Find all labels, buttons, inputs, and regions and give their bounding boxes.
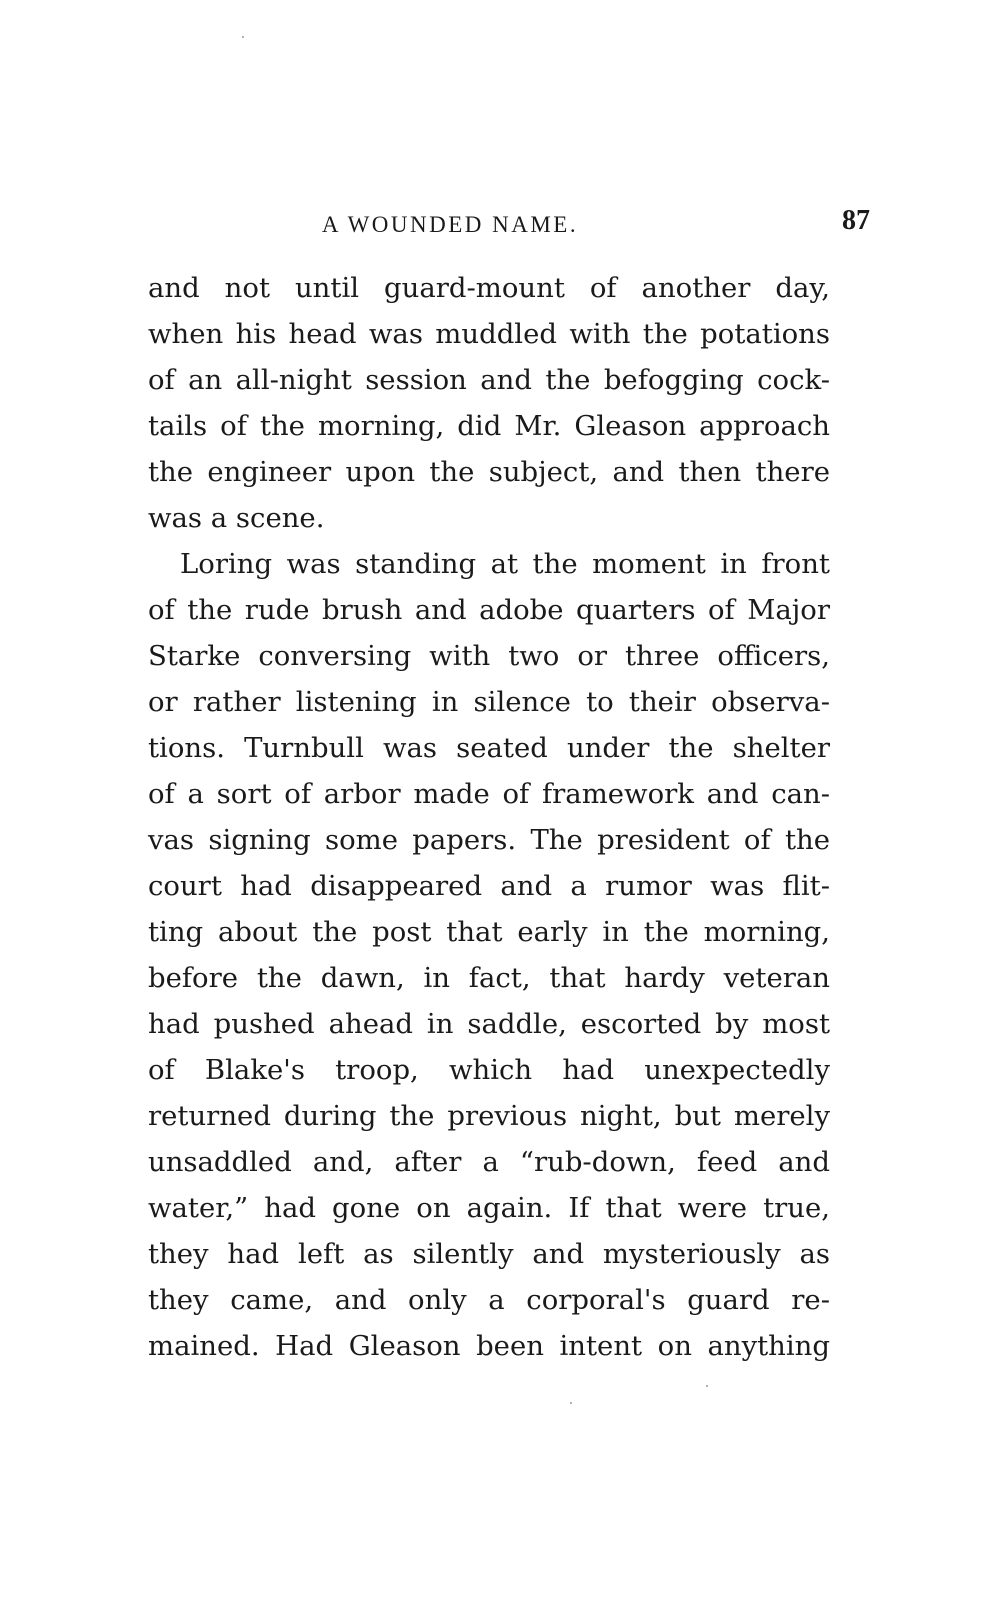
text-line: was a scene. <box>148 502 325 534</box>
text-line: Loring was standing at the moment in front <box>180 548 830 580</box>
text-line: court had disappeared and a rumor was flit- <box>148 870 830 902</box>
paper-speck <box>570 1402 572 1404</box>
text-line: before the dawn, in fact, that hardy veteran <box>148 962 830 994</box>
text-line: of an all-night session and the befogging cock- <box>148 364 830 396</box>
text-line: of Blake's troop, which had unexpectedly <box>148 1054 830 1086</box>
text-line: and not until guard-mount of another day, <box>148 272 830 304</box>
text-line: tails of the morning, did Mr. Gleason approach <box>148 410 830 442</box>
paper-speck <box>242 36 244 38</box>
page-number: 87 <box>842 205 870 236</box>
text-line: the engineer upon the subject, and then there <box>148 456 830 488</box>
text-line: of a sort of arbor made of framework and can- <box>148 778 830 810</box>
text-line: tions. Turnbull was seated under the shelter <box>148 732 830 764</box>
text-line: had pushed ahead in saddle, escorted by most <box>148 1008 830 1040</box>
text-line: Starke conversing with two or three officers, <box>148 640 830 672</box>
text-line: water,” had gone on again. If that were true, <box>148 1192 830 1224</box>
text-line: vas signing some papers. The president of the <box>148 824 830 856</box>
text-line: they came, and only a corporal's guard re- <box>148 1284 830 1316</box>
text-line: unsaddled and, after a “rub-down, feed and <box>148 1146 830 1178</box>
text-line: mained. Had Gleason been intent on anything <box>148 1330 830 1362</box>
text-line: ting about the post that early in the morning, <box>148 916 830 948</box>
text-line: or rather listening in silence to their observa- <box>148 686 830 718</box>
text-line: they had left as silently and mysteriously as <box>148 1238 830 1270</box>
paper-speck <box>706 1385 708 1387</box>
text-line: returned during the previous night, but merely <box>148 1100 830 1132</box>
text-line: of the rude brush and adobe quarters of Major <box>148 594 830 626</box>
running-head-title: A WOUNDED NAME. <box>321 212 579 237</box>
text-line: when his head was muddled with the potations <box>148 318 830 350</box>
